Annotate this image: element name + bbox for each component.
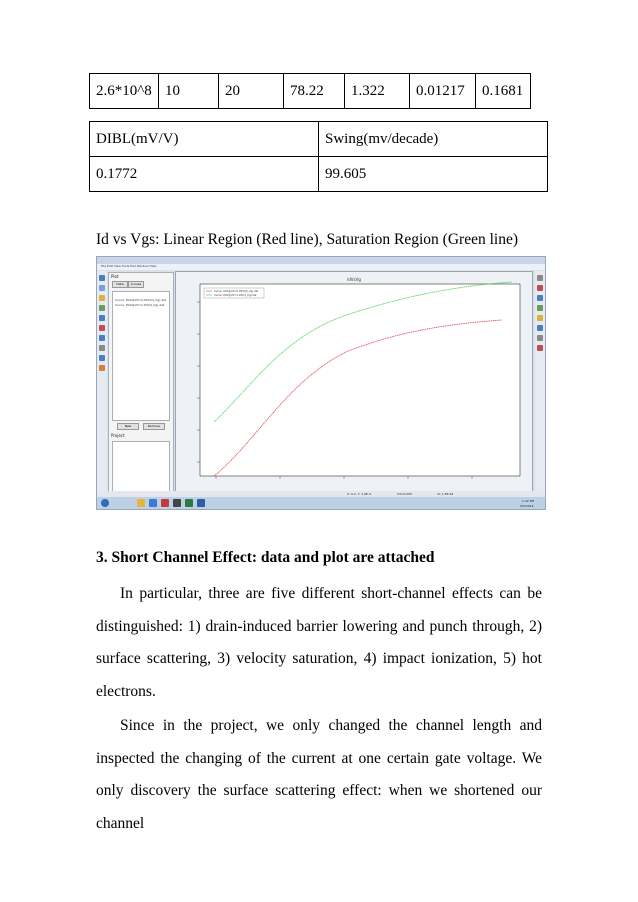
tool-icon (99, 315, 105, 321)
dibl-swing-table (89, 121, 548, 192)
clock-time: 1:42 PM (522, 499, 535, 503)
list-item[interactable]: Curve: Plot@Vd=0.05V(Id_Vg).dat (115, 298, 167, 302)
clock-date: 5/5/2014 (520, 504, 534, 508)
legend-label: Curve: Plot@Vd=0.05V(Id_Vg).dat (214, 290, 259, 293)
list-item[interactable]: Curve: Plot@Vd=1.0V(Id_Vg).dat (115, 303, 165, 307)
right-toolbar (535, 271, 545, 491)
panel-title: Plot (111, 274, 119, 279)
table-cell: 78.22 (284, 74, 345, 109)
table-row (90, 74, 531, 109)
remove-button[interactable]: Remove (143, 423, 165, 430)
new-button[interactable]: New (117, 423, 139, 430)
status-text: X: 0.2, Y: 1.9E-4 (347, 492, 371, 496)
menu-text: File Edit View Tools Plot Window Help (101, 264, 157, 268)
tool-icon (537, 325, 543, 331)
section-heading: 3. Short Channel Effect: data and plot are attached (96, 549, 435, 566)
tab-curves[interactable]: Curves (128, 281, 144, 288)
tool-icon (99, 335, 105, 341)
legend-label: Curve: Plot@Vd=1.0V(Id_Vg).dat (214, 294, 257, 297)
left-toolbar (97, 271, 107, 491)
app-icon[interactable] (185, 499, 193, 507)
table-header: DIBL(mV/V) (90, 122, 319, 157)
tool-icon (537, 345, 543, 351)
app-icon[interactable] (161, 499, 169, 507)
menu-bar (97, 264, 545, 270)
tool-icon (99, 355, 105, 361)
tool-icon (99, 295, 105, 301)
window-titlebar (97, 257, 545, 264)
terminal-icon[interactable] (173, 499, 181, 507)
plot-title: IdVsVg (347, 277, 361, 282)
table-cell: 0.1772 (90, 157, 319, 192)
paragraph: Since in the project, we only changed the channel length and inspected the changing of the current at one certain gate voltage. We only discovery the surface scattering effect: when we shortened our channel (96, 717, 542, 832)
project-list[interactable] (112, 441, 170, 495)
simulator-screenshot (96, 256, 546, 510)
tool-icon (99, 275, 105, 281)
table-cell: 20 (219, 74, 284, 109)
tool-icon (99, 285, 105, 291)
tool-icon (537, 315, 543, 321)
project-label: Project (111, 433, 125, 438)
tab-data[interactable]: Data (112, 281, 128, 288)
table-cell: 0.01217 (410, 74, 476, 109)
tool-icon (537, 295, 543, 301)
x-axis-ticks (216, 476, 472, 479)
tool-icon (537, 285, 543, 291)
word-icon[interactable] (197, 499, 205, 507)
table-header: Swing(mv/decade) (319, 122, 548, 157)
plot-window (175, 271, 533, 493)
tool-icon (537, 335, 543, 341)
curves-panel (108, 272, 174, 494)
parameter-table (89, 73, 531, 109)
status-text: Id: 1.5E-04 (437, 492, 454, 496)
table-cell: 0.1681 (476, 74, 531, 109)
figure-caption: Id vs Vgs: Linear Region (Red line), Saturation Region (Green line) (96, 231, 518, 248)
tool-icon (99, 345, 105, 351)
browser-icon[interactable] (149, 499, 157, 507)
folder-icon[interactable] (137, 499, 145, 507)
taskbar (97, 497, 545, 509)
y-axis-ticks (197, 302, 200, 462)
paragraph: In particular, three are five different short-channel effects can be distinguished: 1) drain-induced barrier lowering and punch through, 2) surface scattering, 3) velocity saturation, 4) impact ionization, 5) hot electrons. (96, 585, 542, 700)
table-header-row (90, 122, 548, 157)
tool-icon (537, 305, 543, 311)
plot-canvas (176, 272, 532, 492)
table-cell: 99.605 (319, 157, 548, 192)
table-row (90, 157, 548, 192)
status-text: Vd=0.05V (397, 492, 413, 496)
tool-icon (99, 365, 105, 371)
tool-icon (537, 275, 543, 281)
curve-list[interactable] (112, 291, 170, 421)
tool-icon (99, 305, 105, 311)
plot-area (200, 284, 520, 476)
start-icon[interactable] (101, 499, 109, 507)
table-cell: 1.322 (345, 74, 410, 109)
table-cell: 10 (159, 74, 219, 109)
table-cell: 2.6*10^8 (90, 74, 159, 109)
tool-icon (99, 325, 105, 331)
